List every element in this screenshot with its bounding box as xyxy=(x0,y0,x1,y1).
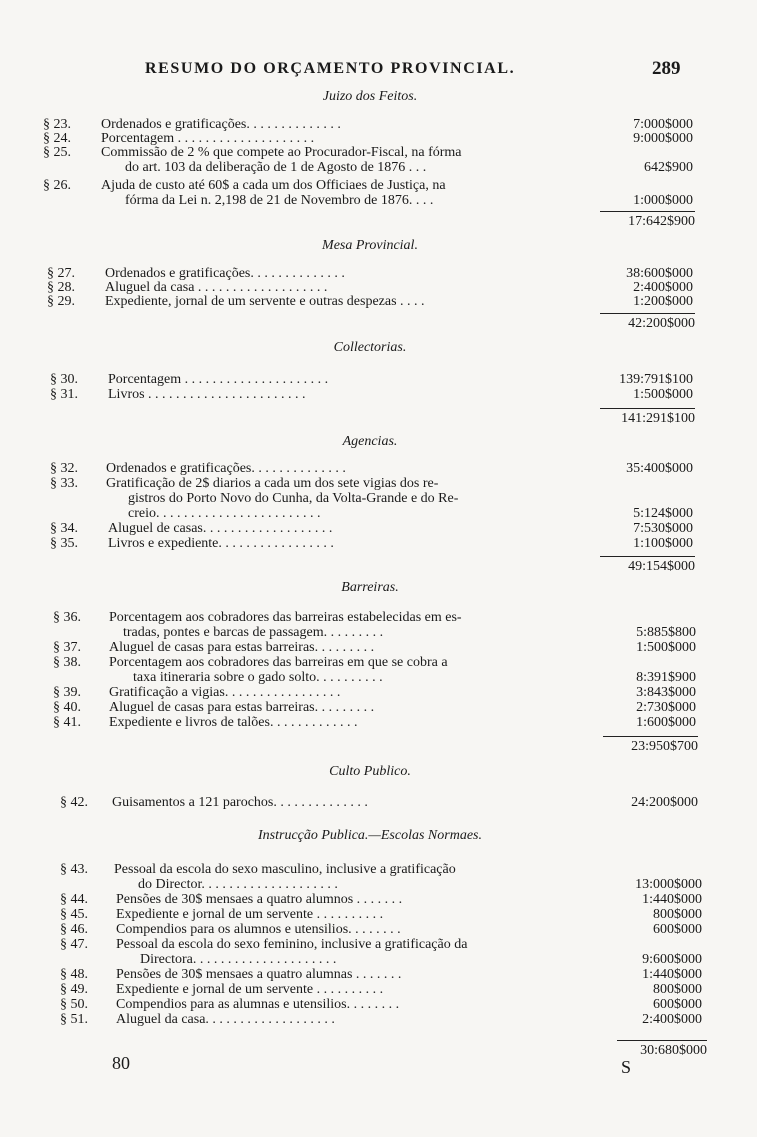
section-total: 17:642$900 xyxy=(600,211,695,230)
item-section: § 36. xyxy=(53,610,81,625)
item-text: Aluguel da casa . . . . . . . . . . . . . . . . . . . xyxy=(105,280,328,295)
page-header: RESUMO DO ORÇAMENTO PROVINCIAL. xyxy=(145,60,516,77)
section-title-culto: Culto Publico. xyxy=(329,764,411,779)
item-section: § 27. xyxy=(47,266,75,281)
running-total: 30:680$000 xyxy=(617,1040,707,1059)
item-text: Porcentagem aos cobradores das barreiras estabelecidas em es- xyxy=(109,610,462,625)
section-title-instruccao: Instrucção Publica.—Escolas Normaes. xyxy=(258,828,482,843)
item-section: § 39. xyxy=(53,685,81,700)
item-section: § 32. xyxy=(50,461,78,476)
section-title-collectorias: Collectorias. xyxy=(333,340,407,355)
item-section: § 26. xyxy=(43,178,71,193)
item-amount: 1:000$000 xyxy=(633,193,693,208)
item-section: § 45. xyxy=(60,907,88,922)
item-section: § 48. xyxy=(60,967,88,982)
item-text: gistros do Porto Novo do Cunha, da Volta-Grande e do Re- xyxy=(128,491,459,506)
signature-mark: 80 xyxy=(112,1053,130,1073)
item-section: § 24. xyxy=(43,131,71,146)
item-section: § 28. xyxy=(47,280,75,295)
item-section: § 49. xyxy=(60,982,88,997)
section-title-agencias: Agencias. xyxy=(342,434,398,449)
item-amount: 35:400$000 xyxy=(626,461,693,476)
item-section: § 43. xyxy=(60,862,88,877)
item-amount: 642$900 xyxy=(644,160,693,175)
item-amount: 1:500$000 xyxy=(636,640,696,655)
item-section: § 40. xyxy=(53,700,81,715)
item-section: § 29. xyxy=(47,294,75,309)
item-text: Compendios para as alumnas e utensilios. . . . . . . . xyxy=(116,997,400,1012)
item-text: do art. 103 da deliberação de 1 de Agosto de 1876 . . . xyxy=(125,160,427,175)
item-amount: 139:791$100 xyxy=(619,372,693,387)
item-section: § 31. xyxy=(50,387,78,402)
item-text: fórma da Lei n. 2,198 de 21 de Novembro de 1876. . . . xyxy=(125,193,434,208)
item-amount: 38:600$000 xyxy=(626,266,693,281)
item-section: § 38. xyxy=(53,655,81,670)
item-amount: 1:500$000 xyxy=(633,387,693,402)
item-section: § 46. xyxy=(60,922,88,937)
item-amount: 1:600$000 xyxy=(636,715,696,730)
item-amount: 2:730$000 xyxy=(636,700,696,715)
item-text: Expediente e livros de talões. . . . . . . . . . . . . xyxy=(109,715,358,730)
item-text: Aluguel de casas. . . . . . . . . . . . . . . . . . . xyxy=(108,521,333,536)
item-section: § 34. xyxy=(50,521,78,536)
item-amount: 9:000$000 xyxy=(633,131,693,146)
item-text: Ajuda de custo até 60$ a cada um dos Officiaes de Justiça, na xyxy=(101,178,446,193)
item-text: Expediente, jornal de um servente e outras despezas . . . . xyxy=(105,294,425,309)
item-text: creio. . . . . . . . . . . . . . . . . . . . . . . . xyxy=(128,506,321,521)
item-section: § 35. xyxy=(50,536,78,551)
item-amount: 600$000 xyxy=(653,922,702,937)
item-amount: 2:400$000 xyxy=(633,280,693,295)
item-amount: 5:885$800 xyxy=(636,625,696,640)
item-section: § 50. xyxy=(60,997,88,1012)
item-text: Expediente e jornal de um servente . . . . . . . . . . xyxy=(116,982,384,997)
item-amount: 1:440$000 xyxy=(642,967,702,982)
item-amount: 13:000$000 xyxy=(635,877,702,892)
item-section: § 51. xyxy=(60,1012,88,1027)
item-text: Ordenados e gratificações. . . . . . . . . . . . . . xyxy=(101,117,341,132)
item-text: Aluguel da casa. . . . . . . . . . . . . . . . . . . xyxy=(116,1012,335,1027)
item-amount: 3:843$000 xyxy=(636,685,696,700)
item-text: Pessoal da escola do sexo feminino, inclusive a gratificação da xyxy=(116,937,468,952)
item-section: § 33. xyxy=(50,476,78,491)
section-total: 141:291$100 xyxy=(600,408,695,427)
item-text: Directora. . . . . . . . . . . . . . . . . . . . . xyxy=(140,952,337,967)
item-amount: 7:530$000 xyxy=(633,521,693,536)
item-section: § 42. xyxy=(60,795,88,810)
item-text: Pessoal da escola do sexo masculino, inclusive a gratificação xyxy=(114,862,456,877)
section-total: 42:200$000 xyxy=(600,313,695,332)
item-amount: 9:600$000 xyxy=(642,952,702,967)
item-text: Livros e expediente. . . . . . . . . . . . . . . . . xyxy=(108,536,334,551)
section-title-barreiras: Barreiras. xyxy=(341,580,399,595)
item-amount: 5:124$000 xyxy=(633,506,693,521)
item-section: § 30. xyxy=(50,372,78,387)
item-text: Aluguel de casas para estas barreiras. . . . . . . . . xyxy=(109,640,375,655)
item-amount: 2:400$000 xyxy=(642,1012,702,1027)
section-title-juizo: Juizo dos Feitos. xyxy=(322,89,418,104)
item-section: § 23. xyxy=(43,117,71,132)
section-total: 49:154$000 xyxy=(600,556,695,575)
item-amount: 600$000 xyxy=(653,997,702,1012)
item-text: Pensões de 30$ mensaes a quatro alumnos . . . . . . . xyxy=(116,892,403,907)
item-text: Ordenados e gratificações. . . . . . . . . . . . . . xyxy=(106,461,346,476)
item-amount: 24:200$000 xyxy=(631,795,698,810)
item-section: § 37. xyxy=(53,640,81,655)
item-text: tradas, pontes e barcas de passagem. . . . . . . . . xyxy=(123,625,384,640)
item-text: Livros . . . . . . . . . . . . . . . . . . . . . . . xyxy=(108,387,306,402)
section-title-mesa: Mesa Provincial. xyxy=(322,238,418,253)
item-text: Compendios para os alumnos e utensilios. . . . . . . . xyxy=(116,922,401,937)
item-amount: 800$000 xyxy=(653,982,702,997)
item-section: § 25. xyxy=(43,145,71,160)
item-section: § 44. xyxy=(60,892,88,907)
item-section: § 47. xyxy=(60,937,88,952)
item-section: § 41. xyxy=(53,715,81,730)
item-text: Commissão de 2 % que compete ao Procurador-Fiscal, na fórma xyxy=(101,145,462,160)
section-total: 23:950$700 xyxy=(603,736,698,755)
item-text: do Director. . . . . . . . . . . . . . . . . . . . xyxy=(138,877,338,892)
page-number: 289 xyxy=(652,58,681,79)
item-text: Porcentagem aos cobradores das barreiras em que se cobra a xyxy=(109,655,448,670)
item-text: Gratificação de 2$ diarios a cada um dos sete vigias dos re- xyxy=(106,476,439,491)
signature-letter: S xyxy=(621,1057,632,1077)
item-amount: 1:440$000 xyxy=(642,892,702,907)
item-amount: 7:000$000 xyxy=(633,117,693,132)
item-text: Expediente e jornal de um servente . . . . . . . . . . xyxy=(116,907,384,922)
item-text: Guisamentos a 121 parochos. . . . . . . . . . . . . . xyxy=(112,795,368,810)
item-amount: 1:200$000 xyxy=(633,294,693,309)
item-text: Pensões de 30$ mensaes a quatro alumnas . . . . . . . xyxy=(116,967,402,982)
item-text: Porcentagem . . . . . . . . . . . . . . . . . . . . xyxy=(101,131,315,146)
item-amount: 1:100$000 xyxy=(633,536,693,551)
item-text: taxa itineraria sobre o gado solto. . . . . . . . . . xyxy=(133,670,383,685)
item-text: Ordenados e gratificações. . . . . . . . . . . . . . xyxy=(105,266,345,281)
item-amount: 800$000 xyxy=(653,907,702,922)
item-amount: 8:391$900 xyxy=(636,670,696,685)
item-text: Gratificação a vigias. . . . . . . . . . . . . . . . . xyxy=(109,685,341,700)
item-text: Porcentagem . . . . . . . . . . . . . . . . . . . . . xyxy=(108,372,329,387)
item-text: Aluguel de casas para estas barreiras. . . . . . . . . xyxy=(109,700,375,715)
